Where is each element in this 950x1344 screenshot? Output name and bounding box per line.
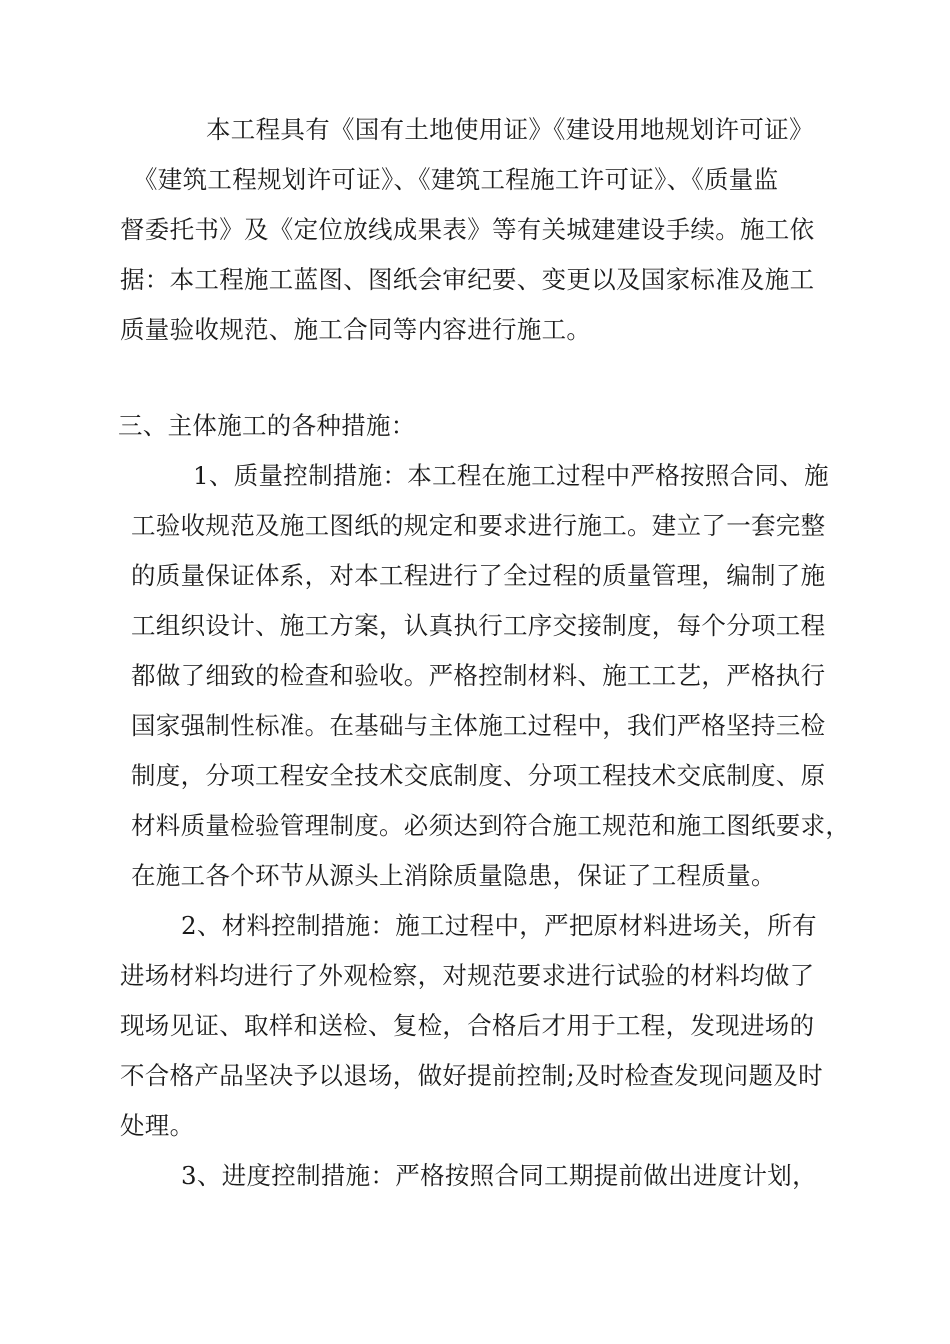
text-line: 质量验收规范、施工合同等内容进行施工。 [120, 315, 592, 344]
section-heading: 三、主体施工的各种措施： [118, 411, 416, 440]
text-line: 工验收规范及施工图纸的规定和要求进行施工。建立了一套完整 [131, 511, 826, 540]
text-line: 进场材料均进行了外观检察，对规范要求进行试验的材料均做了 [120, 961, 815, 990]
text-line: 工组织设计、施工方案，认真执行工序交接制度，每个分项工程 [131, 611, 826, 640]
text-line: 处理。 [120, 1111, 195, 1140]
text-line: 《建筑工程规划许可证》、《建筑工程施工许可证》、《质量监 [133, 165, 779, 194]
text-line: 不合格产品坚决予以退场，做好提前控制;及时检查发现问题及时 [120, 1061, 823, 1090]
text-line: 2、材料控制措施：施工过程中，严把原材料进场关，所有 [181, 911, 817, 940]
text-line: 3、进度控制措施：严格按照合同工期提前做出进度计划， [181, 1161, 817, 1190]
text-line: 的质量保证体系，对本工程进行了全过程的质量管理，编制了施 [131, 561, 826, 590]
text-line: 在施工各个环节从源头上消除质量隐患，保证了工程质量。 [131, 861, 776, 890]
text-line: 国家强制性标准。在基础与主体施工过程中，我们严格坚持三检 [131, 711, 826, 740]
text-line: 制度，分项工程安全技术交底制度、分项工程技术交底制度、原 [131, 761, 826, 790]
text-line: 材料质量检验管理制度。必须达到符合施工规范和施工图纸要求， [131, 811, 851, 840]
text-line: 1、质量控制措施：本工程在施工过程中严格按照合同、施 [193, 461, 829, 490]
text-line: 现场见证、取样和送检、复检，合格后才用于工程，发现进场的 [120, 1011, 815, 1040]
text-line: 据：本工程施工蓝图、图纸会审纪要、变更以及国家标准及施工 [120, 265, 815, 294]
text-line: 都做了细致的检查和验收。严格控制材料、施工工艺，严格执行 [131, 661, 826, 690]
text-line: 督委托书》及《定位放线成果表》等有关城建建设手续。施工依 [120, 215, 815, 244]
text-line: 本工程具有《国有土地使用证》《建设用地规划许可证》 [206, 115, 814, 144]
